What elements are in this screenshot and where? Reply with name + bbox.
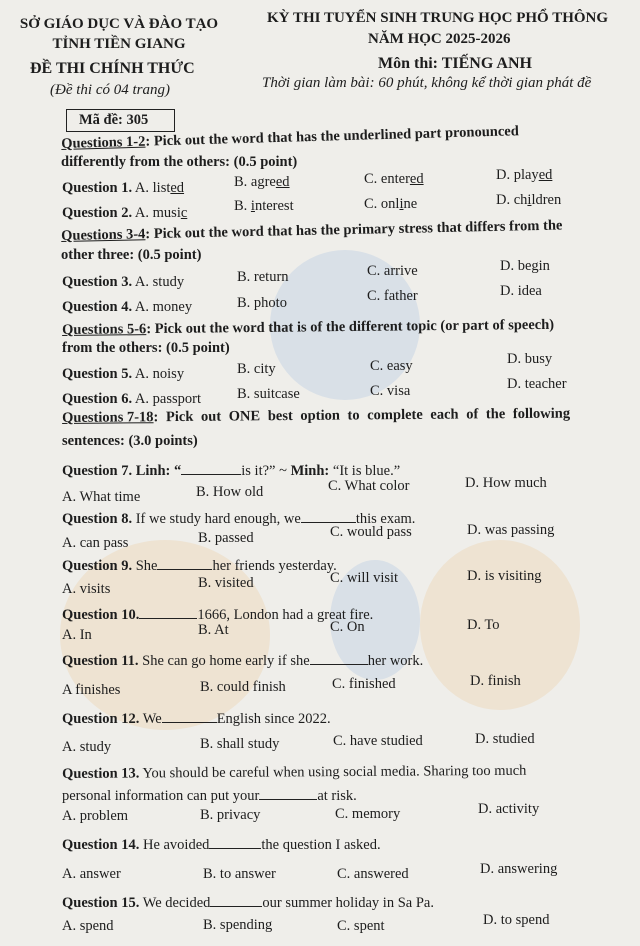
question-4-option-b[interactable]: B. photo: [237, 295, 287, 311]
section-4-instruction-2: sentences: (3.0 points): [62, 433, 198, 449]
header-pages-note: (Đề thi có 04 trang): [50, 82, 170, 98]
question-13-option-d[interactable]: D. activity: [478, 801, 540, 817]
question-10-option-b[interactable]: B. At: [198, 622, 229, 638]
header-official: ĐỀ THI CHÍNH THỨC: [30, 60, 195, 77]
section-1-title: Questions 1-2: [61, 133, 146, 152]
question-8-stem: Question 8. If we study hard enough, we this exam.: [62, 511, 416, 527]
section-3-text: : Pick out the word that is of the different topic (or part of speech): [146, 316, 555, 338]
question-11-option-c[interactable]: C. finished: [332, 676, 396, 692]
question-2-option-d[interactable]: D. children: [496, 192, 562, 208]
answer-blank[interactable]: [301, 510, 356, 523]
question-2-option-c[interactable]: C. online: [364, 196, 418, 212]
question-4-option-c[interactable]: C. father: [367, 288, 418, 304]
section-1-text: : Pick out the word that has the underlined part pronounced: [145, 123, 520, 150]
question-5-option-d[interactable]: D. busy: [507, 351, 553, 367]
question-9-option-a[interactable]: A. visits: [62, 581, 111, 597]
header-department: SỞ GIÁO DỤC VÀ ĐÀO TẠO: [19, 16, 219, 32]
question-4-option-d[interactable]: D. idea: [500, 283, 542, 299]
section-4-title: Questions 7-18: [62, 409, 154, 426]
answer-blank[interactable]: [181, 462, 241, 475]
question-10-option-d[interactable]: D. To: [467, 617, 500, 633]
question-14-option-b[interactable]: B. to answer: [203, 866, 276, 882]
question-5-option-c[interactable]: C. easy: [370, 358, 413, 374]
question-12-option-c[interactable]: C. have studied: [333, 733, 423, 749]
question-14-option-c[interactable]: C. answered: [337, 866, 409, 882]
question-1-option-d[interactable]: D. played: [496, 167, 553, 183]
question-10-option-a[interactable]: A. In: [62, 627, 92, 643]
question-6-option-b[interactable]: B. suitcase: [237, 386, 300, 402]
question-8-option-d[interactable]: D. was passing: [467, 522, 555, 538]
answer-blank[interactable]: [209, 836, 261, 849]
question-11-option-d[interactable]: D. finish: [470, 673, 521, 689]
question-12-stem: Question 12. We English since 2022.: [62, 711, 331, 727]
question-15-option-c[interactable]: C. spent: [337, 918, 385, 934]
question-1-option-b[interactable]: B. agreed: [234, 174, 290, 190]
question-3-option-d[interactable]: D. begin: [500, 258, 550, 274]
section-3-instruction-2: from the others: (0.5 point): [62, 340, 230, 356]
answer-blank[interactable]: [210, 894, 262, 907]
question-6-option-c[interactable]: C. visa: [370, 383, 411, 399]
question-3: Question 3. A. study: [62, 274, 185, 290]
question-8-option-c[interactable]: C. would pass: [330, 524, 412, 540]
question-2-option-b[interactable]: B. interest: [234, 198, 294, 214]
question-1-option-c[interactable]: C. entered: [364, 171, 424, 187]
question-12-option-a[interactable]: A. study: [62, 739, 112, 755]
header-school-year: NĂM HỌC 2025-2026: [368, 31, 511, 47]
question-12-option-d[interactable]: D. studied: [475, 731, 535, 747]
section-4-text: : Pick out ONE best option to complete each of the following: [153, 405, 571, 426]
question-15-option-d[interactable]: D. to spend: [483, 912, 550, 928]
question-1: [62, 180, 184, 197]
question-11-option-b[interactable]: B. could finish: [200, 679, 286, 695]
question-13-option-a[interactable]: A. problem: [62, 808, 129, 824]
question-9-option-d[interactable]: D. is visiting: [467, 568, 542, 584]
section-2-instruction-2: other three: (0.5 point): [61, 247, 202, 263]
option-a[interactable]: A. money: [134, 299, 193, 315]
question-12-option-b[interactable]: B. shall study: [200, 736, 280, 752]
question-2: [62, 205, 187, 222]
section-3-instruction: [62, 317, 554, 339]
question-7-option-c[interactable]: C. What color: [328, 478, 410, 494]
question-14-stem: Question 14. He avoided the question I asked.: [62, 837, 381, 853]
answer-blank[interactable]: [162, 710, 217, 723]
question-7-option-b[interactable]: B. How old: [196, 484, 264, 500]
question-11-stem: Question 11. She can go home early if she her work.: [62, 653, 424, 669]
answer-blank[interactable]: [139, 606, 197, 619]
exam-code-box: Mã đề: 305: [66, 109, 175, 132]
section-1-instruction-2: differently from the others: (0.5 point): [61, 154, 298, 170]
question-5-option-b[interactable]: B. city: [237, 361, 276, 377]
question-13-option-b[interactable]: B. privacy: [200, 807, 261, 823]
question-label: Question 1.: [62, 180, 133, 196]
question-15-option-b[interactable]: B. spending: [203, 917, 273, 933]
option-a[interactable]: A. listed: [134, 180, 185, 196]
header-subject: Môn thi: TIẾNG ANH: [378, 55, 532, 72]
question-13-option-c[interactable]: C. memory: [335, 806, 401, 822]
option-a[interactable]: A. music: [134, 205, 188, 221]
answer-blank[interactable]: [310, 652, 368, 665]
question-14-option-d[interactable]: D. answering: [480, 861, 558, 877]
question-9-stem: Question 9. She her friends yesterday.: [62, 558, 337, 574]
question-3-option-b[interactable]: B. return: [237, 269, 289, 285]
question-7-stem: Question 7. Linh: “ is it?” ~ Minh: “It is blue.”: [62, 463, 401, 479]
question-4: Question 4. A. money: [62, 299, 193, 315]
question-11-option-a[interactable]: A finishes: [62, 682, 121, 698]
question-15-stem: Question 15. We decided our summer holiday in Sa Pa.: [62, 895, 434, 911]
question-8-option-a[interactable]: A. can pass: [62, 535, 129, 551]
question-13-stem: Question 13. You should be careful when using social media. Sharing too much: [62, 762, 527, 782]
header-province: TỈNH TIỀN GIANG: [52, 36, 186, 52]
section-3-title: Questions 5-6: [62, 321, 147, 338]
question-10-stem: Question 10. 1666, London had a great fire.: [62, 607, 374, 623]
option-a[interactable]: A. noisy: [134, 366, 185, 382]
section-2-title: Questions 3-4: [61, 226, 146, 244]
question-3-option-c[interactable]: C. arrive: [367, 263, 418, 279]
question-6: Question 6. A. passport: [62, 391, 201, 407]
question-7-option-a[interactable]: A. What time: [62, 489, 141, 505]
question-9-option-c[interactable]: C. will visit: [330, 570, 399, 586]
question-5: Question 5. A. noisy: [62, 366, 185, 382]
question-6-option-d[interactable]: D. teacher: [507, 376, 567, 392]
question-7-option-d[interactable]: D. How much: [465, 475, 547, 491]
section-4-instruction: [62, 405, 627, 427]
answer-blank[interactable]: [259, 787, 317, 800]
answer-blank[interactable]: [157, 557, 212, 570]
question-15-option-a[interactable]: A. spend: [62, 918, 114, 934]
header-time-note: Thời gian làm bài: 60 phút, không kể thời gian phát đề: [262, 75, 592, 91]
question-8-option-b[interactable]: B. passed: [198, 530, 254, 546]
question-14-option-a[interactable]: A. answer: [62, 866, 121, 882]
question-13-stem-2: personal information can put your at risk.: [62, 788, 357, 804]
option-a[interactable]: A. passport: [134, 391, 201, 407]
question-10-option-c[interactable]: C. On: [330, 619, 365, 635]
question-9-option-b[interactable]: B. visited: [198, 575, 254, 591]
option-a[interactable]: A. study: [134, 274, 185, 290]
section-2-text: : Pick out the word that has the primary stress that differs from the: [145, 217, 563, 243]
header-exam-name: KỲ THI TUYỂN SINH TRUNG HỌC PHỔ THÔNG: [267, 10, 609, 26]
question-label: Question 2.: [62, 205, 133, 221]
